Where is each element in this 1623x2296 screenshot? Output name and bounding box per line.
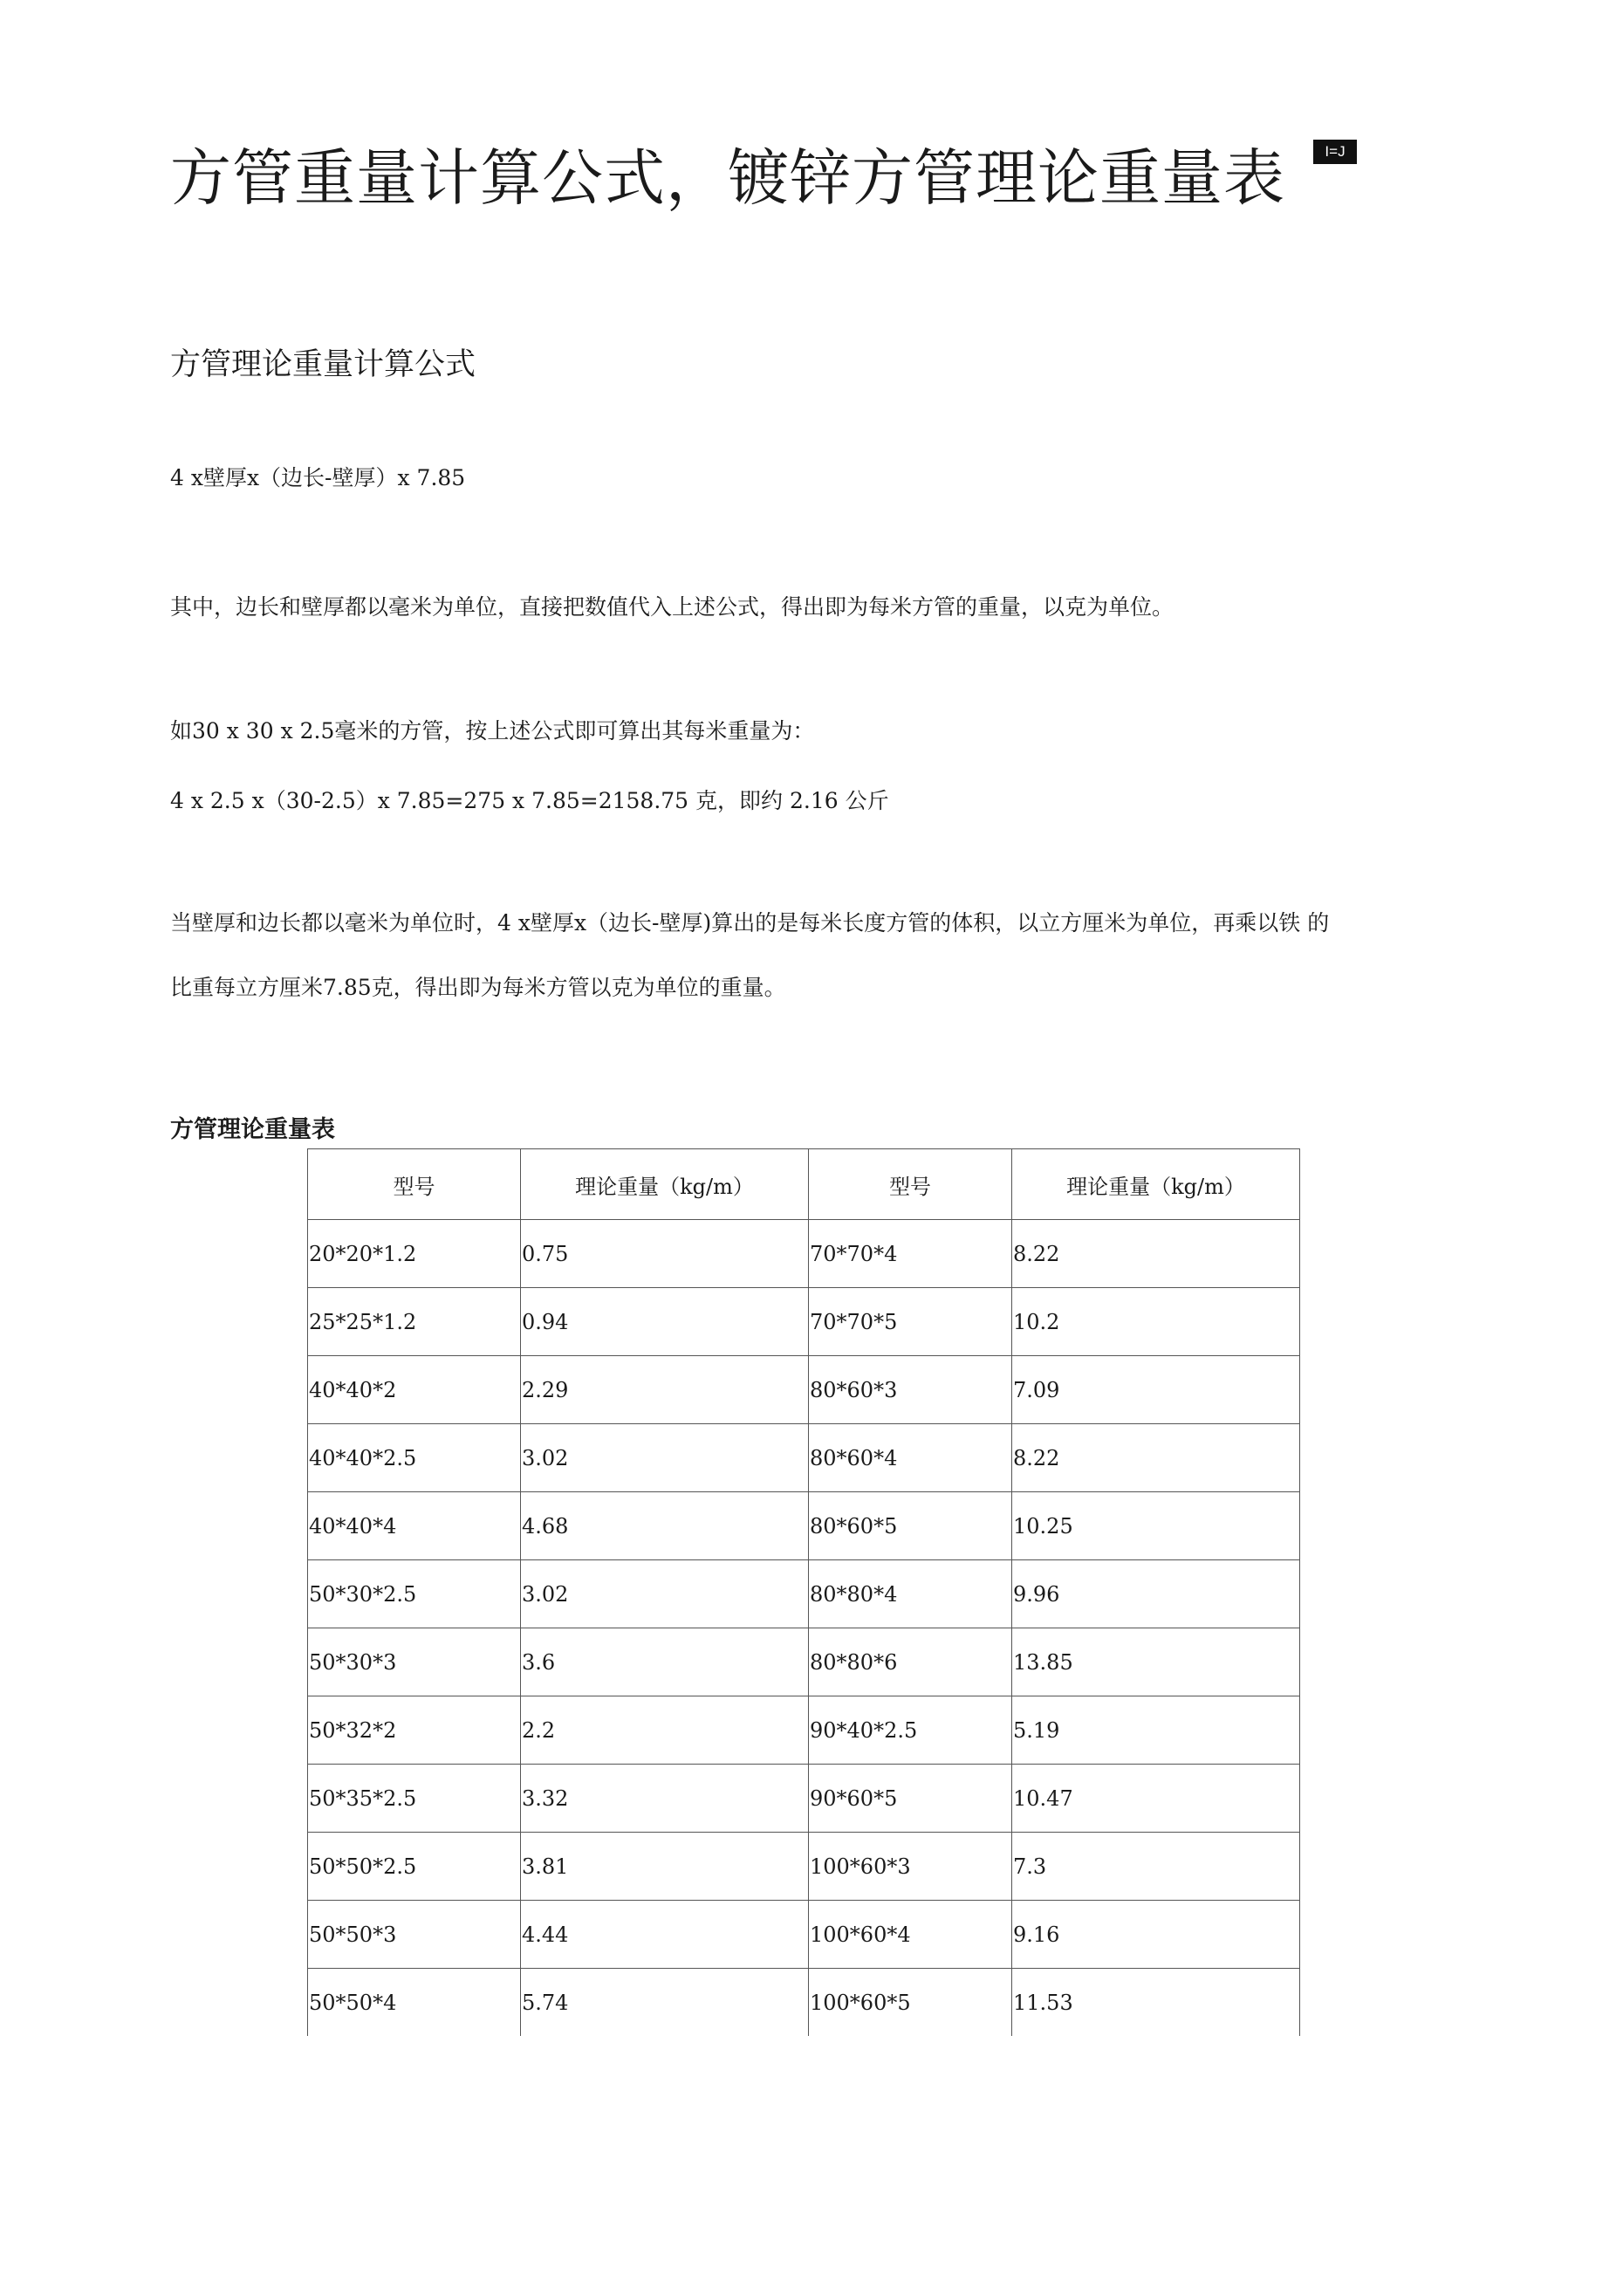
table-header-row: [308, 1149, 1300, 1220]
table-cell: 40*40*2.5: [308, 1424, 521, 1492]
table-cell: 3.81: [521, 1833, 809, 1901]
explanation-line-1: 当壁厚和边长都以毫米为单位时，4 x壁厚x（边长-壁厚)算出的是每米长度方管的体积，以立方厘米为单位，再乘以铁 的: [170, 910, 1330, 936]
title-badge-icon: I=J: [1313, 140, 1357, 164]
table-cell: 80*60*3: [809, 1356, 1012, 1424]
table-cell: 40*40*4: [308, 1492, 521, 1560]
table-cell: 2.29: [521, 1356, 809, 1424]
table-cell: 100*60*5: [809, 1969, 1012, 2037]
formula-section-heading: 方管理论重量计算公式: [170, 347, 476, 382]
table-cell: 9.16: [1012, 1901, 1300, 1969]
table-cell: 80*60*5: [809, 1492, 1012, 1560]
table-cell: 3.6: [521, 1628, 809, 1696]
formula-note: 其中，边长和壁厚都以毫米为单位，直接把数值代入上述公式，得出即为每米方管的重量，以克为单位。: [170, 594, 1174, 620]
weight-table-heading: 方管理论重量表: [170, 1116, 335, 1143]
table-cell: 80*80*4: [809, 1560, 1012, 1628]
table-cell: 70*70*5: [809, 1288, 1012, 1356]
example-calculation: 4 x 2.5 x（30-2.5）x 7.85=275 x 7.85=2158.75 克，即约 2.16 公斤: [170, 788, 889, 813]
table-cell: 8.22: [1012, 1220, 1300, 1288]
table-cell: 3.02: [521, 1424, 809, 1492]
table-cell: 25*25*1.2: [308, 1288, 521, 1356]
page-title: 方管重量计算公式，镀锌方管理论重量表: [170, 142, 1285, 214]
column-header-model-left: 型号: [308, 1149, 521, 1220]
table-cell: 10.2: [1012, 1288, 1300, 1356]
explanation-line-2: 比重每立方厘米7.85克，得出即为每米方管以克为单位的重量。: [170, 975, 786, 1000]
table-cell: 13.85: [1012, 1628, 1300, 1696]
table-cell: 50*50*4: [308, 1969, 521, 2037]
formula-text: 4 x壁厚x（边长-壁厚）x 7.85: [170, 465, 466, 490]
weight-table: [307, 1148, 1300, 2036]
table-cell: 4.68: [521, 1492, 809, 1560]
table-cell: 0.94: [521, 1288, 809, 1356]
table-cell: 10.25: [1012, 1492, 1300, 1560]
table-row: [308, 1288, 1300, 1356]
table-cell: 100*60*4: [809, 1901, 1012, 1969]
column-header-weight-left: 理论重量（kg/m）: [521, 1149, 809, 1220]
table-cell: 5.19: [1012, 1696, 1300, 1765]
table-cell: 0.75: [521, 1220, 809, 1288]
table-cell: 5.74: [521, 1969, 809, 2037]
table-row: [308, 1833, 1300, 1901]
table-cell: 50*30*3: [308, 1628, 521, 1696]
table-row: [308, 1696, 1300, 1765]
table-cell: 80*80*6: [809, 1628, 1012, 1696]
table-cell: 50*50*2.5: [308, 1833, 521, 1901]
table-row: [308, 1492, 1300, 1560]
table-cell: 7.09: [1012, 1356, 1300, 1424]
table-row: [308, 1628, 1300, 1696]
table-row: [308, 1901, 1300, 1969]
table-cell: 9.96: [1012, 1560, 1300, 1628]
table-cell: 100*60*3: [809, 1833, 1012, 1901]
table-row: [308, 1424, 1300, 1492]
table-cell: 4.44: [521, 1901, 809, 1969]
table-cell: 20*20*1.2: [308, 1220, 521, 1288]
table-cell: 10.47: [1012, 1765, 1300, 1833]
table-cell: 11.53: [1012, 1969, 1300, 2037]
table-cell: 2.2: [521, 1696, 809, 1765]
column-header-model-right: 型号: [809, 1149, 1012, 1220]
table-cell: 90*40*2.5: [809, 1696, 1012, 1765]
table-cell: 90*60*5: [809, 1765, 1012, 1833]
table-cell: 3.02: [521, 1560, 809, 1628]
table-cell: 50*30*2.5: [308, 1560, 521, 1628]
table-row: [308, 1220, 1300, 1288]
table-row: [308, 1560, 1300, 1628]
table-cell: 50*32*2: [308, 1696, 521, 1765]
table-row: [308, 1765, 1300, 1833]
table-cell: 3.32: [521, 1765, 809, 1833]
table-row: [308, 1969, 1300, 2037]
example-intro: 如30 x 30 x 2.5毫米的方管，按上述公式即可算出其每米重量为：: [170, 718, 815, 744]
table-cell: 40*40*2: [308, 1356, 521, 1424]
column-header-weight-right: 理论重量（kg/m）: [1012, 1149, 1300, 1220]
table-cell: 70*70*4: [809, 1220, 1012, 1288]
table-cell: 8.22: [1012, 1424, 1300, 1492]
table-cell: 80*60*4: [809, 1424, 1012, 1492]
table-cell: 50*50*3: [308, 1901, 521, 1969]
table-row: [308, 1356, 1300, 1424]
table-cell: 7.3: [1012, 1833, 1300, 1901]
table-cell: 50*35*2.5: [308, 1765, 521, 1833]
